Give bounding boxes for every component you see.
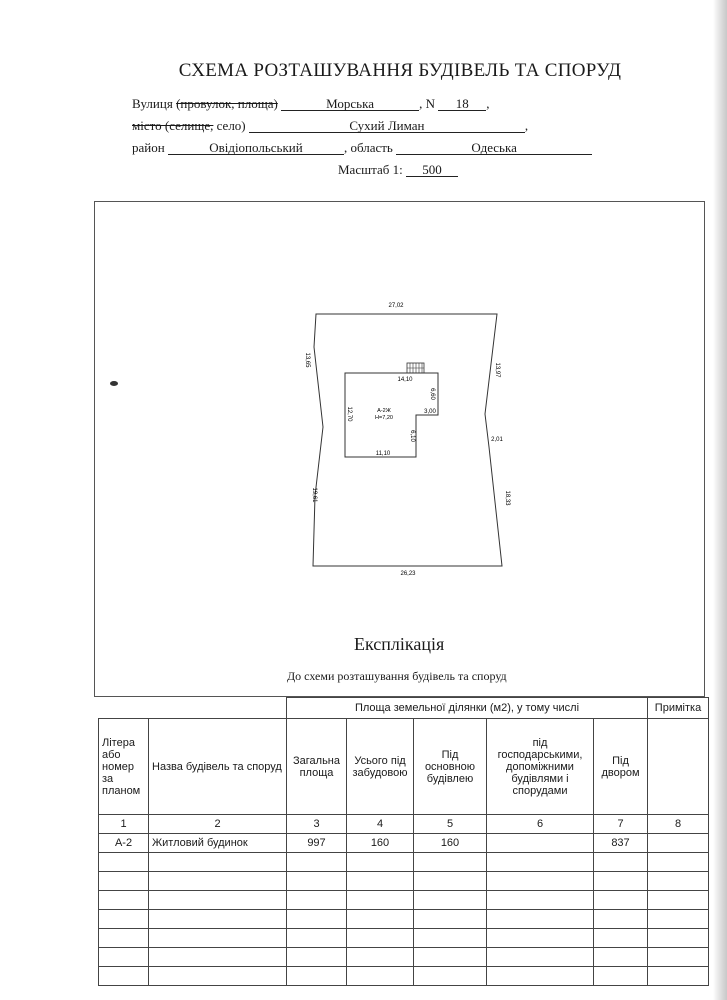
- empty-row: [99, 910, 709, 929]
- col-header-letter: Літера або номер за планом: [99, 719, 149, 815]
- area-group-header: Площа земельної ділянки (м2), у тому числі: [287, 698, 648, 719]
- dim-building-step: 3,00: [424, 409, 436, 415]
- number-value: 18: [438, 97, 486, 111]
- dim-building-bottom: 11,10: [375, 451, 391, 457]
- empty-row: [99, 872, 709, 891]
- col-header-note: [648, 719, 709, 815]
- dim-building-right: 6,60: [429, 388, 435, 400]
- street-struck-text: (провулок, площа): [176, 96, 278, 111]
- dim-right-offset: 2,01: [491, 437, 503, 443]
- scale-label: Масштаб 1:: [338, 162, 403, 177]
- dim-building-top: 14,10: [397, 377, 413, 383]
- col-header-name: Назва будівель та споруд: [149, 719, 287, 815]
- explication-title: Експлікація: [354, 634, 445, 654]
- col-header-main: Під основною будівлею: [414, 719, 487, 815]
- city-struck-text: місто (селище,: [132, 118, 214, 133]
- column-number: 6: [487, 815, 594, 834]
- region-label: , область: [343, 140, 393, 155]
- explication-table: [98, 697, 709, 986]
- column-number: 4: [347, 815, 414, 834]
- col-header-auxiliary: під господарськими, допоміжними будівлями і спорудами: [487, 719, 594, 815]
- column-number: 5: [414, 815, 487, 834]
- land-plot-outline: [313, 314, 502, 566]
- dim-right-upper: 13,97: [494, 362, 500, 378]
- column-number-row: [99, 815, 709, 834]
- column-number: 7: [594, 815, 648, 834]
- cell-name: Житловий будинок: [149, 834, 287, 853]
- empty-row: [99, 891, 709, 910]
- street-value: Морська: [281, 97, 419, 111]
- empty-row: [99, 967, 709, 986]
- col-header-total: Загальна площа: [287, 719, 347, 815]
- dim-building-inner: 6,10: [409, 430, 415, 442]
- city-value: Сухий Лиман: [249, 119, 525, 133]
- cell-built: 160: [347, 834, 414, 853]
- city-line-comma: ,: [524, 118, 529, 133]
- col-header-built: Усього під забудовою: [347, 719, 414, 815]
- ink-mark: [110, 381, 118, 386]
- document-title: СХЕМА РОЗТАШУВАННЯ БУДІВЕЛЬ ТА СПОРУД: [178, 60, 622, 81]
- dim-right-lower: 18,33: [504, 490, 510, 506]
- table-header-row: [99, 719, 709, 815]
- table-row: [99, 834, 709, 853]
- city-label: село): [216, 118, 246, 133]
- building-height: H=7,20: [375, 415, 393, 421]
- empty-row: [99, 853, 709, 872]
- cell-note: [648, 834, 709, 853]
- column-number: 2: [149, 815, 287, 834]
- dim-top: 27,02: [388, 303, 404, 309]
- dim-left-lower: 19,61: [311, 487, 317, 503]
- building-label: А-2Ж: [377, 408, 391, 414]
- table-header-group-row: [99, 698, 709, 719]
- empty-row: [99, 929, 709, 948]
- street-line-comma: ,: [486, 96, 490, 111]
- column-number: 1: [99, 815, 149, 834]
- cell-total: 997: [287, 834, 347, 853]
- dim-bottom: 26,23: [400, 571, 416, 577]
- empty-row: [99, 948, 709, 967]
- dim-building-left: 12,70: [346, 406, 352, 422]
- number-label: , N: [419, 96, 435, 111]
- note-header: Примітка: [648, 698, 709, 719]
- cell-auxiliary: [487, 834, 594, 853]
- cell-yard: 837: [594, 834, 648, 853]
- column-number: 8: [648, 815, 709, 834]
- col-header-yard: Під двором: [594, 719, 648, 815]
- region-value: Одеська: [396, 141, 592, 155]
- explication-subtitle: До схеми розташування будівель та споруд: [287, 669, 507, 683]
- dim-left-upper: 13,65: [304, 352, 310, 368]
- cell-main: 160: [414, 834, 487, 853]
- cell-letter: А-2: [99, 834, 149, 853]
- scale-value: 500: [406, 163, 458, 177]
- district-value: Овідіопольський: [168, 141, 344, 155]
- street-label: Вулиця: [132, 96, 173, 111]
- column-number: 3: [287, 815, 347, 834]
- district-label: район: [132, 140, 165, 155]
